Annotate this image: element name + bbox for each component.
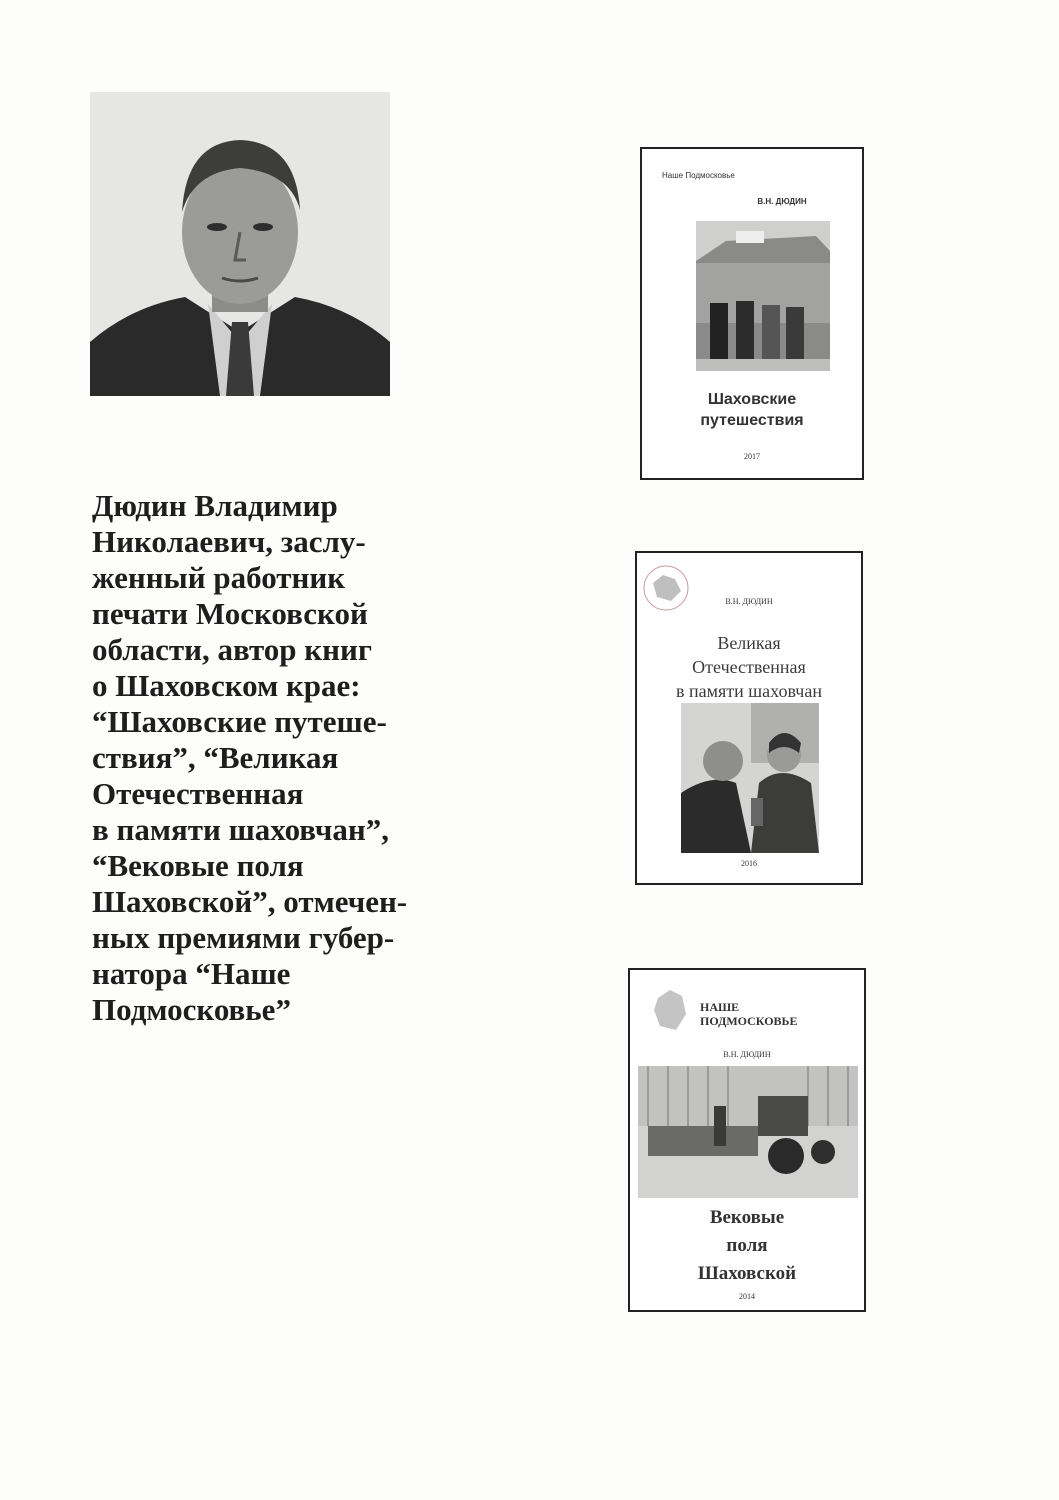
book-title-line: Отечественная — [692, 657, 806, 677]
portrait-photo — [90, 92, 390, 396]
book-title — [630, 1204, 864, 1288]
book-author: В.Н. ДЮДИН — [723, 1050, 771, 1059]
bio-line: Отечественная — [92, 776, 304, 811]
book-cover-photo — [681, 703, 819, 853]
bio-line: “Шаховские путеше- — [92, 704, 387, 739]
book-cover-velikaya-otechestvennaya — [635, 551, 863, 885]
book-title-line: Великая — [717, 633, 781, 653]
author-portrait — [90, 92, 390, 396]
bio-line: ствия”, “Великая — [92, 740, 339, 775]
bio-line: “Вековые поля — [92, 848, 304, 883]
bio-line: натора “Наше — [92, 956, 291, 991]
book-title-line: в памяти шаховчан — [676, 681, 822, 701]
book-cover-photo — [638, 1066, 858, 1198]
book-title-line: Шаховские — [707, 391, 797, 408]
book-title — [637, 631, 861, 703]
book-title — [642, 389, 862, 431]
bio-line: ных премиями губер- — [92, 920, 395, 955]
bio-line: Подмосковье” — [92, 992, 291, 1027]
book-year: 2014 — [739, 1292, 755, 1301]
book-author: В.Н. ДЮДИН — [757, 197, 807, 206]
book-title-line: Шаховской — [697, 1263, 797, 1284]
author-bio — [92, 488, 512, 1028]
bio-line: женный работник — [92, 560, 346, 595]
book-series: Наше Подмосковье — [662, 171, 735, 180]
book-author: В.Н. ДЮДИН — [725, 597, 773, 606]
bio-line: области, автор книг — [92, 632, 372, 667]
book-series-line: НАШЕ — [700, 1000, 740, 1014]
moscow-region-map-icon — [652, 988, 688, 1034]
book-series-line: ПОДМОСКОВЬЕ — [700, 1014, 798, 1028]
book-title-line: путешествия — [700, 412, 804, 429]
book-cover-shakhovskie-puteshestviya — [640, 147, 864, 480]
bio-line: Шаховской”, отмечен- — [92, 884, 408, 919]
book-year: 2017 — [744, 452, 760, 461]
book-series — [700, 1000, 864, 1028]
book-year: 2016 — [741, 859, 757, 868]
bio-line: печати Московской — [92, 596, 368, 631]
book-cover-photo — [696, 221, 830, 371]
bio-line: Николаевич, заслу- — [92, 524, 366, 559]
book-title-line: поля — [726, 1235, 768, 1256]
book-title-line: Вековые — [709, 1207, 785, 1228]
bio-line: в памяти шаховчан”, — [92, 812, 389, 847]
book-cover-vekovye-polya-shakhovskoy — [628, 968, 866, 1312]
bio-line: о Шаховском крае: — [92, 668, 361, 703]
bio-line: Дюдин Владимир — [92, 488, 338, 523]
